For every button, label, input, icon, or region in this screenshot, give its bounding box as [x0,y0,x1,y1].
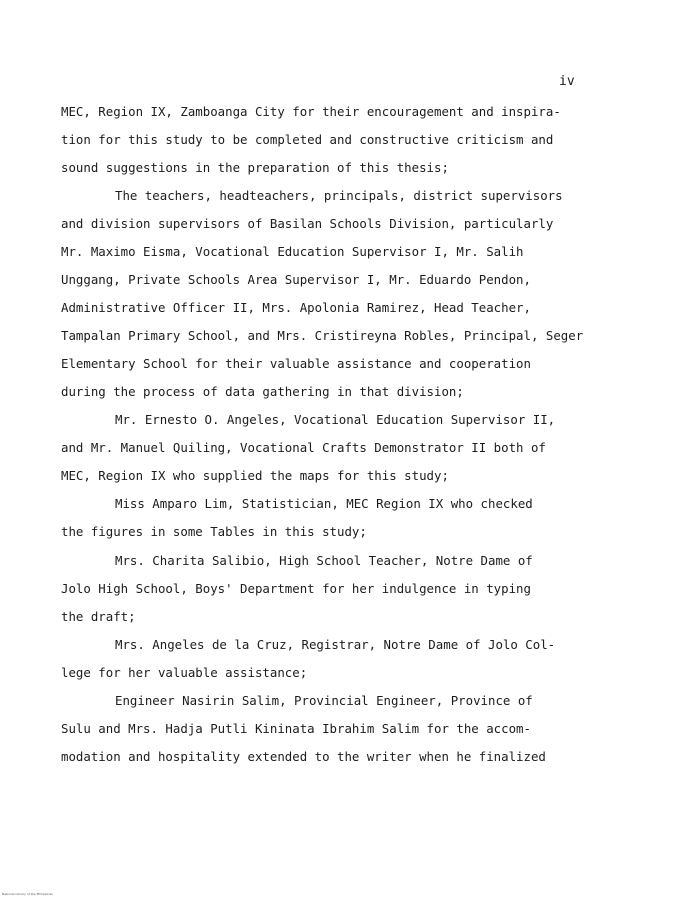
text-line: sound suggestions in the preparation of this thesis; [61,160,449,175]
text-line: MEC, Region IX, Zamboanga City for their encouragement and inspira- [61,104,561,119]
text-line: Mrs. Angeles de la Cruz, Registrar, Notre Dame of Jolo Col- [115,637,556,652]
text-line: Sulu and Mrs. Hadja Putli Kininata Ibrahim Salim for the accom- [61,721,531,736]
text-line: Mr. Maximo Eisma, Vocational Education Supervisor I, Mr. Salih [61,244,524,259]
text-line: the figures in some Tables in this study; [61,524,367,539]
text-line: Miss Amparo Lim, Statistician, MEC Region IX who checked [115,496,533,511]
text-line: lege for her valuable assistance; [61,665,308,680]
text-line: tion for this study to be completed and constructive criticism and [61,132,554,147]
text-line: MEC, Region IX who supplied the maps for this study; [61,468,449,483]
text-line: Engineer Nasirin Salim, Provincial Engineer, Province of [115,693,533,708]
text-line: and division supervisors of Basilan Schools Division, particularly [61,216,554,231]
text-line: Unggang, Private Schools Area Supervisor I, Mr. Eduardo Pendon, [61,272,531,287]
scan-footer: National Library of the Philippines [2,892,53,896]
text-line: modation and hospitality extended to the writer when he finalized [61,749,546,764]
text-line: Tampalan Primary School, and Mrs. Cristireyna Robles, Principal, Seger [61,328,584,343]
text-line: and Mr. Manuel Quiling, Vocational Crafts Demonstrator II both of [61,440,546,455]
text-line: the draft; [61,609,136,624]
text-line: Mrs. Charita Salibio, High School Teacher, Notre Dame of [115,553,533,568]
page-number: iv [559,74,575,89]
text-line: Administrative Officer II, Mrs. Apolonia Ramirez, Head Teacher, [61,300,531,315]
text-line: during the process of data gathering in that division; [61,384,464,399]
text-line: Jolo High School, Boys' Department for her indulgence in typing [61,581,531,596]
text-line: The teachers, headteachers, principals, district supervisors [115,188,563,203]
text-line: Elementary School for their valuable assistance and cooperation [61,356,531,371]
text-line: Mr. Ernesto O. Angeles, Vocational Education Supervisor II, [115,412,556,427]
